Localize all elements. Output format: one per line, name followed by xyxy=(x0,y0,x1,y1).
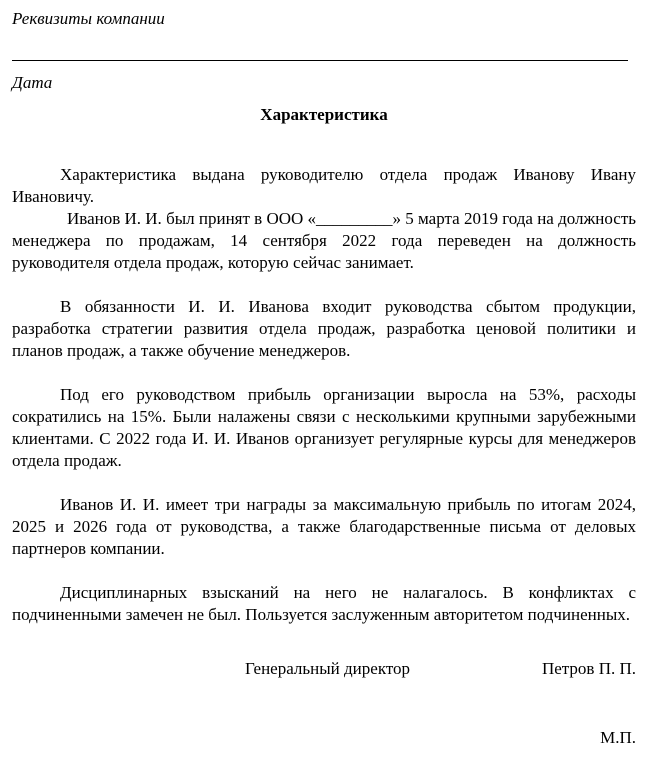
requisites-underline xyxy=(12,60,628,61)
document-date: Дата xyxy=(12,73,53,92)
signatory-position: Генеральный директор xyxy=(245,659,411,678)
paragraph-achievements: Под его руководством прибыль организации выросла на 53%, расходы сократились на 15%. Были налажены связи с несколькими крупными зарубежными клиентами. С 2022 года И. И. Иванов организует регулярные курсы для менеджеров отдела продаж. xyxy=(12,385,636,470)
paragraph-awards: Иванов И. И. имеет три награды за максимальную прибыль по итогам 2024, 2025 и 2026 года от руководства, а также благодарственные письма от деловых партнеров компании. xyxy=(12,495,636,558)
document-title: Характеристика xyxy=(260,105,388,124)
paragraph-career: Иванов И. И. был принят в ООО «_________» 5 марта 2019 года на должность менеджера по продажам, 14 сентября 2022 года переведен на должность руководителя отдела продаж, которую сейчас занимает. xyxy=(12,209,636,272)
signature-block xyxy=(12,658,636,680)
document-page xyxy=(12,0,636,757)
paragraph-duties: В обязанности И. И. Иванова входит руководства сбытом продукции, разработка стратегии развития отдела продаж, разработка ценовой политики и планов продаж, а также обучение менеджеров. xyxy=(12,297,636,360)
document-body xyxy=(12,164,636,626)
paragraph-intro: Характеристика выдана руководителю отдела продаж Иванову Ивану Ивановичу. xyxy=(12,165,636,206)
signatory-name: Петров П. П. xyxy=(541,659,636,678)
paragraph-discipline: Дисциплинарных взысканий на него не налагалось. В конфликтах с подчиненными замечен не был. Пользуется заслуженным авторитетом подчиненных. xyxy=(12,583,636,624)
stamp-place: М.П. xyxy=(600,728,636,747)
company-requisites: Реквизиты компании xyxy=(12,9,165,28)
